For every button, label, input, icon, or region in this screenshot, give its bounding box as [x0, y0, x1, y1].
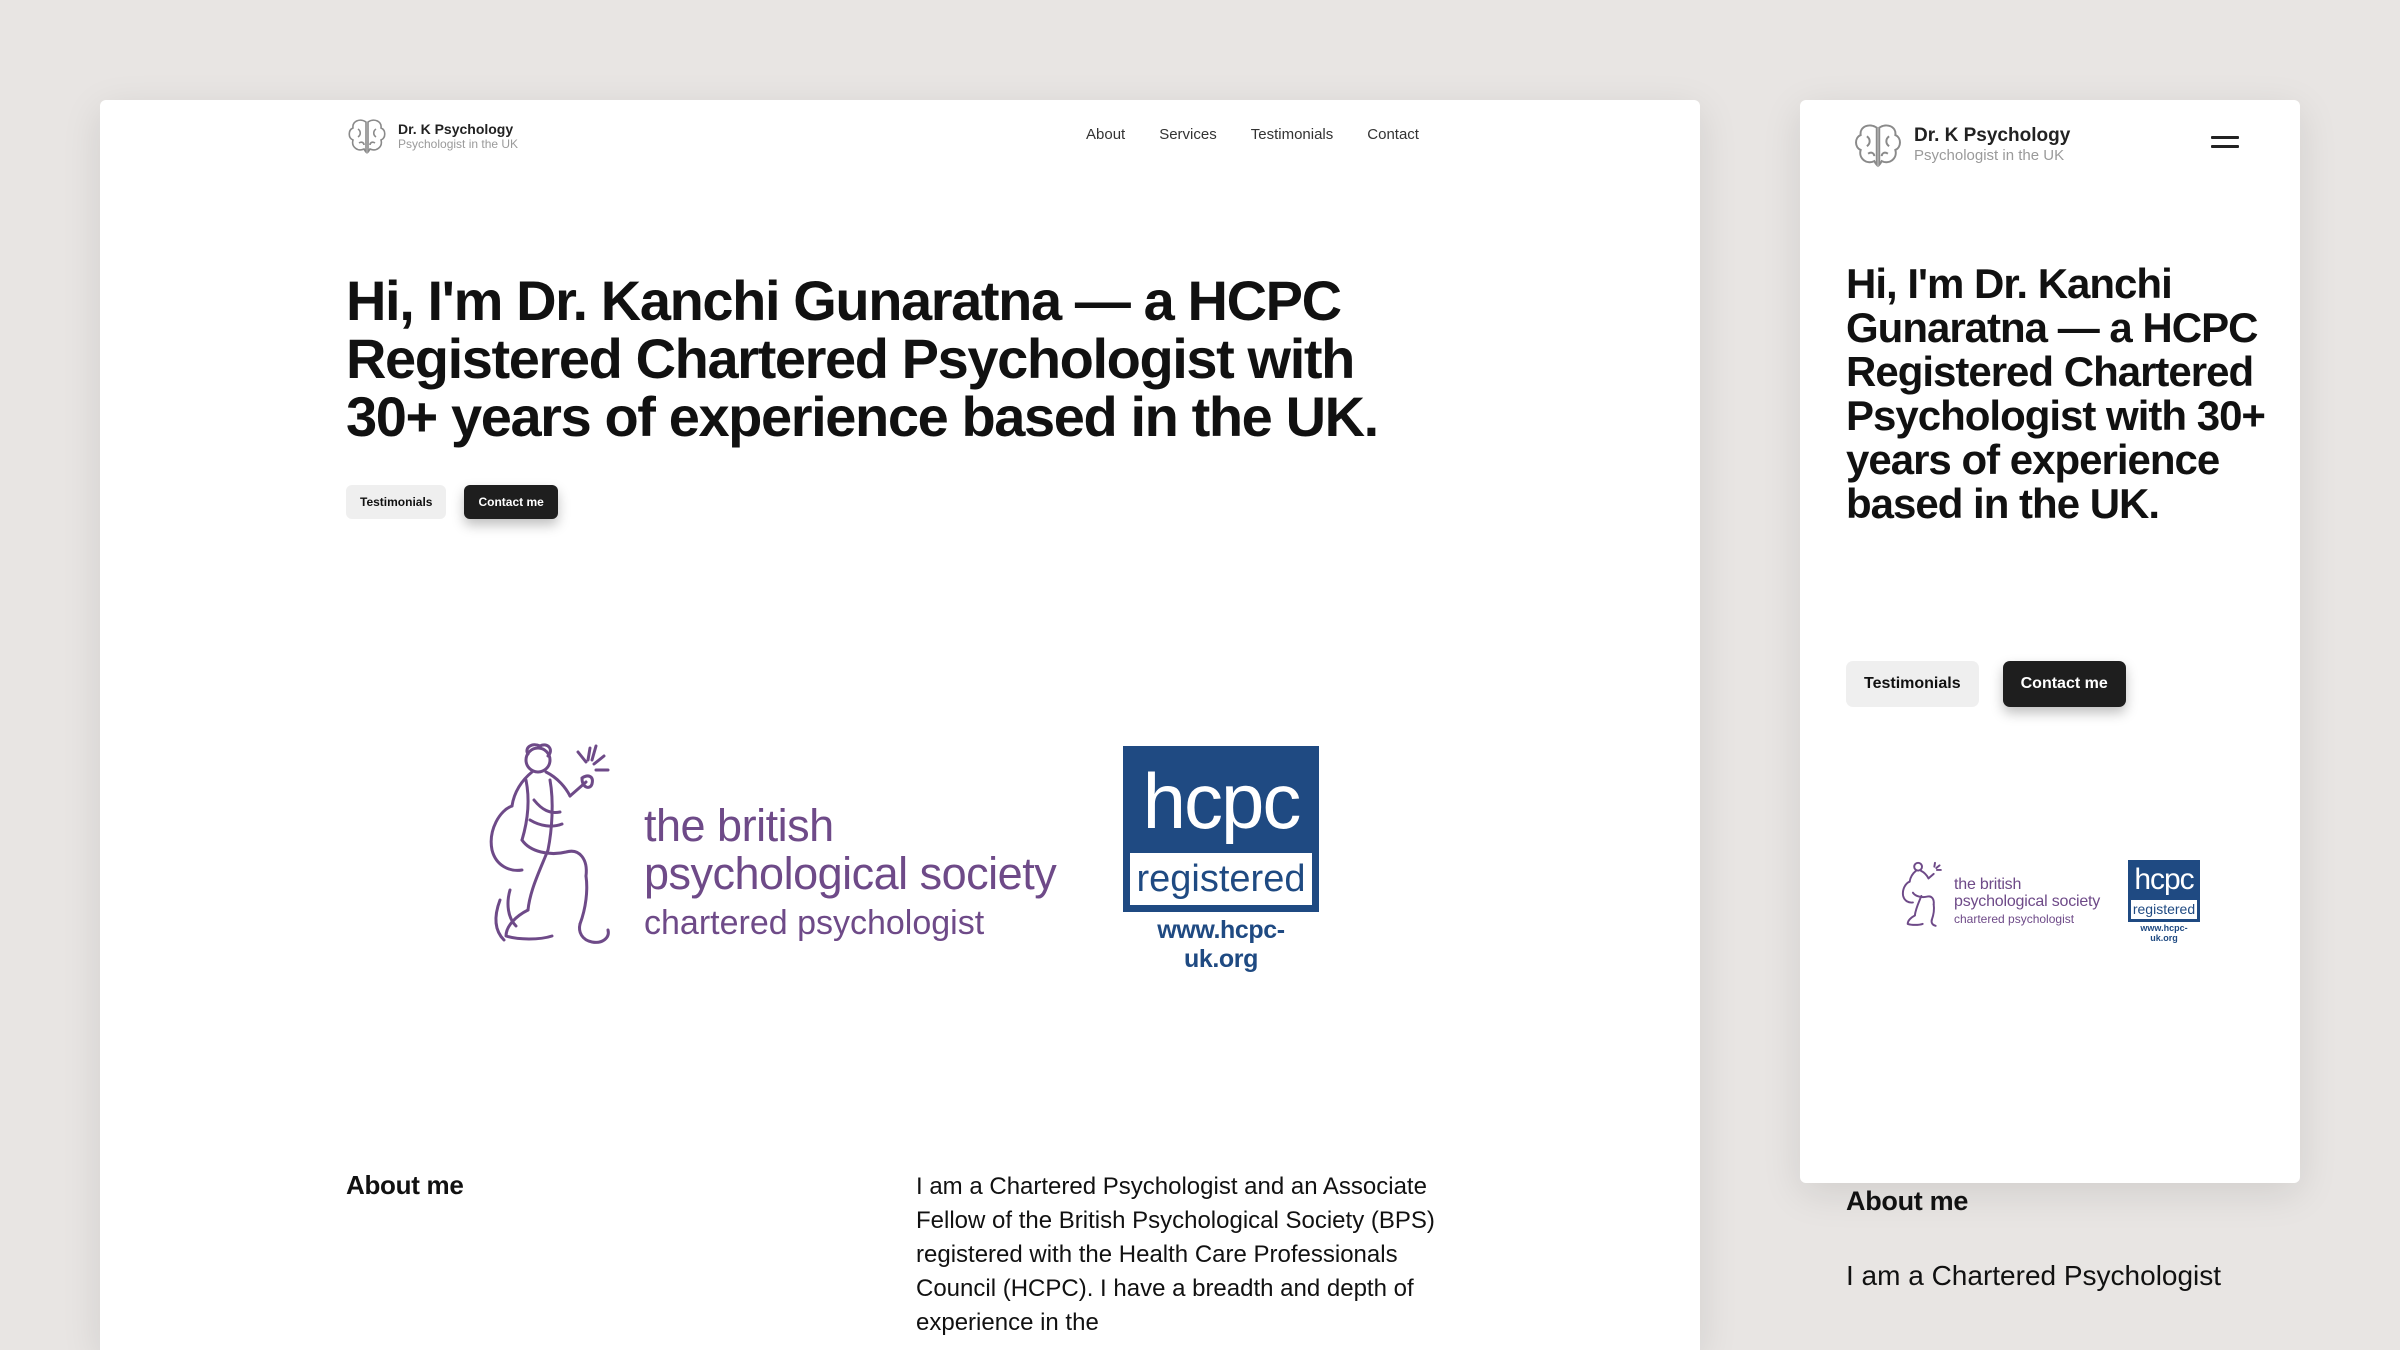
mobile-preview — [1800, 100, 2300, 1291]
mobile-bps-line-3: chartered psychologist — [1954, 912, 2075, 926]
brand-tagline: Psychologist in the UK — [398, 137, 519, 151]
mobile-hero-title: Hi, I'm Dr. Kanchi Gunaratna — a HCPC Registered Chartered Psychologist with 30+ years of experience based in the UK. — [1846, 260, 2265, 527]
accreditation-badges — [470, 740, 1430, 973]
main-nav — [1086, 126, 1419, 143]
hamburger-menu-icon[interactable] — [2211, 135, 2241, 151]
mobile-hcpc-registered: registered — [2132, 901, 2196, 917]
mobile-hero-actions — [1846, 661, 2126, 707]
mobile-brand-tagline: Psychologist in the UK — [1914, 147, 2065, 164]
about-heading: About me — [346, 1170, 464, 1200]
mobile-hcpc-url: www.hcpc-uk.org — [2140, 923, 2188, 943]
desktop-preview — [100, 100, 1700, 1350]
nav-testimonials[interactable]: Testimonials — [1250, 126, 1334, 143]
mobile-testimonials-button[interactable]: Testimonials — [1846, 661, 1979, 707]
testimonials-button[interactable]: Testimonials — [346, 485, 446, 519]
site-logo[interactable] — [346, 116, 518, 156]
brain-icon — [1852, 120, 1904, 170]
nav-services[interactable]: Services — [1159, 126, 1217, 143]
nav-contact[interactable]: Contact — [1367, 126, 1419, 143]
bps-figure-icon — [1896, 856, 1948, 932]
mobile-contact-me-button[interactable]: Contact me — [2003, 661, 2126, 707]
mobile-brand-name: Dr. K Psychology — [1914, 125, 2071, 146]
bps-line-1: the british — [644, 800, 834, 851]
mobile-hcpc-word: hcpc — [2134, 863, 2194, 896]
hcpc-logo — [1123, 746, 1319, 974]
bps-line-3: chartered psychologist — [644, 904, 985, 942]
mobile-about-body: I am a Chartered Psychologist — [1846, 1260, 2222, 1291]
brand-name: Dr. K Psychology — [398, 121, 514, 137]
hero-actions — [346, 485, 558, 519]
mobile-site-logo[interactable] — [1852, 120, 2070, 170]
mobile-bps-logo — [1896, 856, 2100, 932]
bps-line-2: psychological society — [644, 848, 1057, 899]
hcpc-registered: registered — [1130, 853, 1312, 905]
mobile-bps-line-2: psychological society — [1954, 893, 2101, 910]
site-header — [346, 116, 1546, 156]
mobile-about-heading: About me — [1846, 1186, 1969, 1216]
bps-figure-icon — [470, 740, 630, 948]
mobile-hcpc-logo — [2128, 860, 2200, 943]
about-body: I am a Chartered Psychologist and an Associate Fellow of the British Psychological Society (BPS) registered with the Health Care Professionals Council (HCPC). I have a breadth and depth of experience in the — [916, 1173, 1435, 1336]
bps-logo — [470, 740, 1056, 948]
hcpc-url: www.hcpc-uk.org — [1157, 916, 1285, 973]
brain-icon — [346, 116, 388, 156]
nav-about[interactable]: About — [1086, 126, 1126, 143]
mobile-bps-line-1: the british — [1954, 876, 2022, 893]
hcpc-word: hcpc — [1142, 757, 1300, 845]
mobile-accreditation-badges — [1896, 854, 2216, 943]
contact-me-button[interactable]: Contact me — [464, 485, 557, 519]
hero-title: Hi, I'm Dr. Kanchi Gunaratna — a HCPC Registered Chartered Psychologist with 30+ years of experience based in the UK. — [346, 269, 1378, 448]
